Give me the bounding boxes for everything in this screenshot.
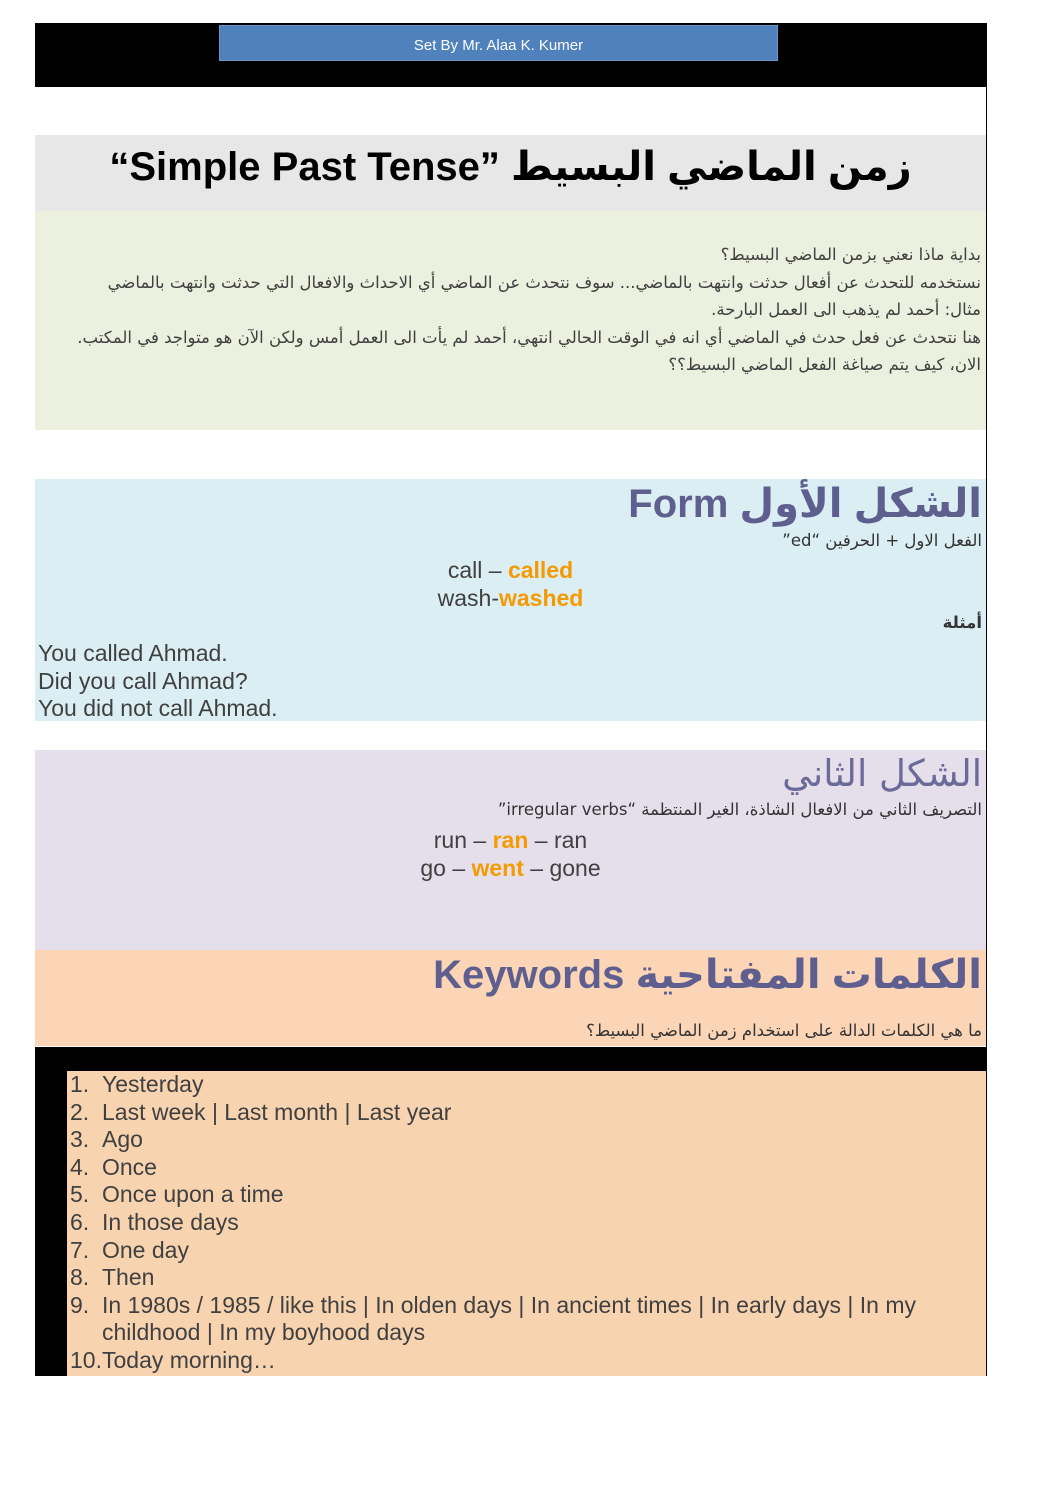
intro-line: مثال: أحمد لم يذهب الى العمل البارحة. [711,300,981,319]
keywords-list [67,1071,986,1376]
form-two-example [35,855,986,882]
list-number: 7. [70,1236,90,1263]
list-number: 2. [70,1098,90,1125]
example-past: called [507,557,574,583]
intro-line: هنا نتحدث عن فعل حدث في الماضي أي انه في الوقت الحالي انتهي، أحمد لم يأت الى العمل أمس ولكن الآن هو متواجد في المكتب. [77,327,981,347]
list-item [67,1099,986,1127]
list-text: Once upon a time [102,1181,284,1208]
form-two-section [35,750,986,950]
list-number: 10. [70,1346,102,1373]
list-item [67,1347,986,1375]
example-base: wash- [437,585,499,611]
examples-label: أمثلة [942,613,982,632]
list-item [67,1126,986,1154]
list-item [67,1264,986,1292]
page-title: “Simple Past Tense” زمن الماضي البسيط [35,135,986,211]
list-item [67,1154,986,1182]
list-item [67,1292,986,1347]
list-number: 9. [70,1291,90,1318]
list-text: Today morning… [102,1346,276,1373]
intro-line: بداية ماذا نعني بزمن الماضي البسيط؟ [720,245,981,264]
example-base: run – [433,827,493,853]
example-past: washed [498,585,584,611]
example-sentence: You called Ahmad. [38,640,228,666]
form-one-example [35,585,986,612]
list-text: Then [102,1264,155,1291]
keywords-section [35,950,986,1046]
list-number: 1. [70,1071,90,1097]
form-two-example [35,827,986,854]
form-one-rule: الفعل الاول + الحرفين “ed” [782,531,982,550]
list-text: Last week | Last month | Last year [102,1098,452,1125]
form-one-heading: Form الشكل الأول [628,482,982,526]
example-participle: – gone [523,855,601,881]
list-item [67,1209,986,1237]
list-text: Ago [102,1126,143,1153]
page-border-right [986,87,987,1376]
list-number: 5. [70,1181,90,1208]
intro-line: الان، كيف يتم صياغة الفعل الماضي البسيط؟؟ [668,355,981,374]
author-banner: Set By Mr. Alaa K. Kumer [219,25,778,61]
list-item [67,1181,986,1209]
list-number: 4. [70,1153,90,1180]
example-base: call – [447,557,508,583]
list-item [67,1071,986,1099]
list-number: 8. [70,1264,90,1291]
example-base: go – [420,855,472,881]
list-text: Once [102,1153,157,1180]
keywords-question: ما هي الكلمات الدالة على استخدام زمن الماضي البسيط؟ [586,1021,982,1040]
form-two-heading: الشكل الثاني [782,752,982,795]
form-one-example [35,557,986,584]
intro-section [35,211,986,430]
example-sentence: Did you call Ahmad? [38,668,248,694]
list-number: 6. [70,1208,90,1235]
list-text: One day [102,1236,189,1263]
list-item [67,1237,986,1265]
example-past: went [471,855,524,881]
keywords-heading: Keywords الكلمات المفتاحية [433,953,982,997]
example-past: ran [492,827,529,853]
example-sentence: You did not call Ahmad. [38,695,278,721]
list-text: In those days [102,1208,239,1235]
form-two-rule: التصريف الثاني من الافعال الشاذة، الغير المنتظمة “irregular verbs” [497,800,982,819]
intro-line: نستخدمه للتحدث عن أفعال حدثت وانتهت بالماضي... سوف نتحدث عن الماضي أي الاحداث والافعال التي حدثت وانتهت بالماضي [107,272,981,292]
list-number: 3. [70,1126,90,1153]
example-participle: – ran [528,827,588,853]
list-text: Yesterday [102,1071,204,1097]
form-one-section [35,479,986,721]
list-text: In 1980s / 1985 / like this | In olden days | In ancient times | In early days | In my childhood | In my boyhood days [102,1291,916,1346]
